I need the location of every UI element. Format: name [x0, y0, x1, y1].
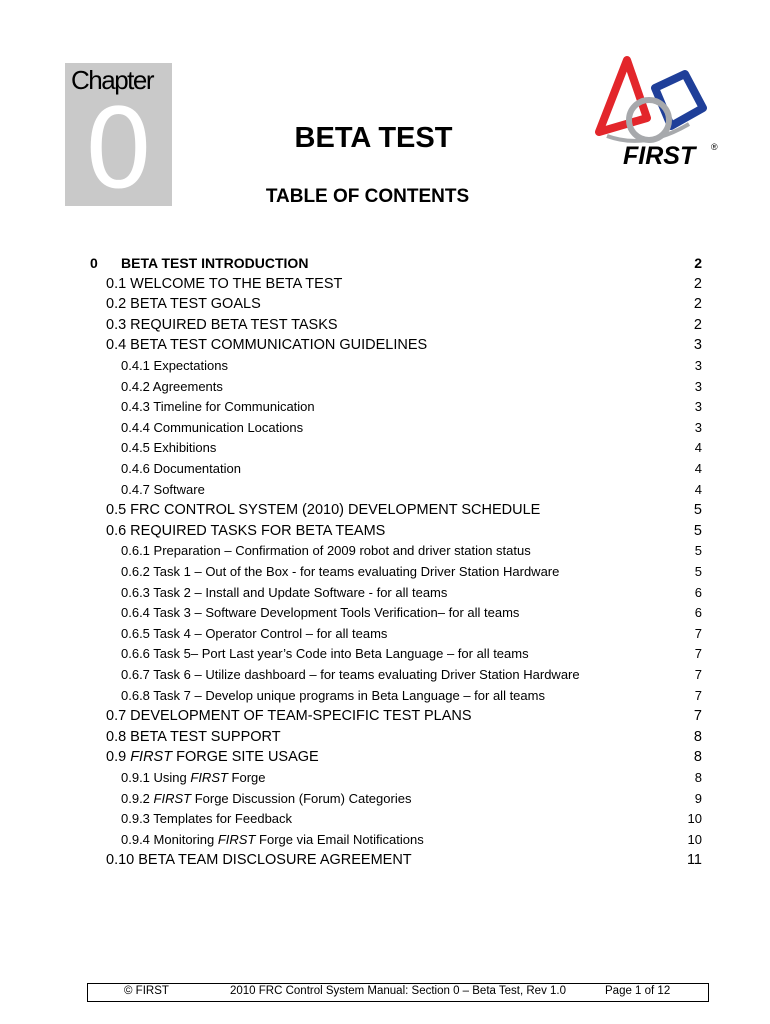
- toc-entry-label-italic: FIRST: [153, 790, 192, 806]
- logo-text: FIRST: [623, 142, 696, 170]
- toc-entry-label: [121, 543, 531, 558]
- toc-entry-label-part: 0.2 BETA TEST GOALS: [106, 296, 261, 313]
- toc-heading: TABLE OF CONTENTS: [265, 186, 470, 207]
- toc-entry-page: 7: [694, 687, 702, 703]
- toc-entry-page: 2: [693, 275, 702, 292]
- toc-entry-page: 2: [694, 255, 702, 271]
- toc-entry-label-part: 0.6.4 Task 3 – Software Development Tools Verification– for all teams: [121, 605, 520, 621]
- toc-entry-label: [106, 337, 427, 353]
- footer-page-number: Page 1 of 12: [605, 985, 671, 997]
- logo-registered-mark: ®: [711, 142, 718, 152]
- toc-entry-label-part: 0.9: [106, 749, 131, 766]
- toc-entry-label-part: 0.6 REQUIRED TASKS FOR BETA TEAMS: [106, 522, 386, 539]
- toc-entry-label: [106, 276, 342, 292]
- toc-entry-page: 8: [694, 770, 702, 785]
- page-title: BETA TEST: [294, 122, 453, 154]
- toc-entry-label: [121, 379, 223, 394]
- toc-entry-label-part: 0.1 WELCOME TO THE BETA TEST: [106, 275, 343, 292]
- toc-entry-page: 4: [694, 440, 702, 456]
- toc-entry-label: [121, 811, 292, 826]
- chapter-word: Chapter: [71, 65, 153, 95]
- toc-entry-label: [106, 708, 472, 724]
- toc-entry-label-italic: FIRST: [130, 749, 173, 766]
- toc-entry-page: 11: [686, 852, 702, 869]
- toc-entry-label-part: 0.7 DEVELOPMENT OF TEAM-SPECIFIC TEST PLANS: [106, 708, 472, 725]
- toc-entry-label: [121, 770, 266, 785]
- toc-entry-label-part: 0.6.7 Task 6 – Utilize dashboard – for teams evaluating Driver Station Hardware: [121, 667, 580, 682]
- toc-entry-label: [121, 646, 529, 661]
- toc-entry-page: 3: [694, 419, 702, 435]
- toc-entry-label-part: 0.10 BETA TEAM DISCLOSURE AGREEMENT: [106, 852, 412, 869]
- toc-entry-label-part: 0.4.3 Timeline for Communication: [121, 399, 315, 415]
- toc-entry-label-part: 0.4.2 Agreements: [121, 378, 223, 394]
- toc-entry-label: [121, 585, 447, 600]
- toc-entry-label-part: 0.4.6 Documentation: [121, 461, 241, 476]
- toc-entry-page: 9: [694, 790, 702, 806]
- toc-entry-label-part: 0.6.8 Task 7 – Develop unique programs in Beta Language – for all teams: [121, 687, 545, 703]
- toc-entry-label-part: 0.4.7 Software: [121, 481, 205, 497]
- toc-entry-label: [121, 564, 559, 579]
- toc-entry-page: 4: [694, 481, 702, 497]
- toc-entry-label-part: Forge: [227, 770, 266, 785]
- toc-entry-label-part: Forge via Email Notifications: [255, 831, 424, 847]
- toc-entry-label-part: 0.8 BETA TEST SUPPORT: [106, 728, 281, 745]
- toc-entry-label: [106, 852, 412, 868]
- toc-entry-page: 2: [693, 296, 702, 313]
- toc-entry-page: 3: [694, 378, 702, 394]
- toc-entry-label: BETA TEST INTRODUCTION: [121, 255, 309, 271]
- toc-entry-label-part: 0.6.5 Task 4 – Operator Control – for all teams: [121, 625, 388, 641]
- toc-entry-label: [121, 358, 228, 373]
- toc-entry-page: 2: [693, 316, 702, 333]
- toc-entry-page: 6: [694, 584, 702, 600]
- toc-entry-label: [121, 399, 315, 414]
- toc-entry-page: 7: [694, 646, 702, 662]
- toc-entry-page: 4: [694, 461, 702, 476]
- toc-entry-page: 3: [694, 358, 702, 373]
- toc-entry-label-part: 0.4.4 Communication Locations: [121, 419, 304, 435]
- toc-entry-label: [121, 667, 580, 682]
- toc-entry-page: 5: [693, 502, 702, 519]
- toc-entry-label-part: 0.4.5 Exhibitions: [121, 440, 217, 456]
- footer-manual-title: 2010 FRC Control System Manual: Section 0 – Beta Test, Rev 1.0: [230, 985, 567, 997]
- toc-entry-label-part: 0.3 REQUIRED BETA TEST TASKS: [106, 316, 338, 333]
- toc-entry-page: 7: [693, 708, 702, 725]
- toc-entry-page: 8: [693, 728, 702, 745]
- toc-entry-label-part: Forge Discussion (Forum) Categories: [191, 790, 412, 806]
- toc-entry-label: [121, 832, 424, 847]
- toc-entry-label: [106, 502, 540, 518]
- toc-entry-page: 3: [694, 399, 702, 415]
- chapter-number: 0: [83, 85, 154, 213]
- toc-entry-label: [121, 626, 387, 641]
- toc-entry-label-part: 0.5 FRC CONTROL SYSTEM (2010) DEVELOPMENT SCHEDULE: [106, 502, 541, 519]
- toc-entry-label-part: 0.6.2 Task 1 – Out of the Box - for teams evaluating Driver Station Hardware: [121, 564, 560, 579]
- toc-entry-page: 10: [687, 811, 702, 827]
- toc-entry-page: 5: [694, 543, 702, 559]
- toc-entry-label: [121, 791, 411, 806]
- toc-entry-label: [106, 296, 261, 312]
- toc-entry-label-part: 0.9.4 Monitoring: [121, 831, 218, 847]
- toc-entry-page: 7: [694, 667, 702, 682]
- toc-entry-page: 8: [693, 749, 702, 766]
- page-footer: [87, 983, 709, 1002]
- toc-entry-label-part: 0.4 BETA TEST COMMUNICATION GUIDELINES: [106, 337, 428, 354]
- toc-entry-page: 10: [687, 831, 702, 847]
- toc-entry-label-part: FORGE SITE USAGE: [172, 749, 319, 766]
- toc-entry-label: [121, 605, 519, 620]
- toc-entry-label-part: 0.6.3 Task 2 – Install and Update Software - for all teams: [121, 584, 448, 600]
- toc-entry-label-part: 0.9.1 Using: [121, 770, 191, 785]
- toc-entry-label: [121, 420, 303, 435]
- toc-entry-label-part: 0.6.1 Preparation – Confirmation of 2009 robot and driver station status: [121, 543, 531, 559]
- toc-entry-label: [106, 317, 338, 333]
- toc-entry-label-part: 0.4.1 Expectations: [121, 358, 228, 373]
- toc-entry-label-part: 0.9.3 Templates for Feedback: [121, 811, 293, 827]
- toc-entry-label-part: 0.6.6 Task 5– Port Last year’s Code into Beta Language – for all teams: [121, 646, 529, 662]
- toc-entry-label: [121, 461, 241, 476]
- toc-entry-label: [106, 749, 319, 765]
- toc-entry-page: 3: [693, 337, 702, 354]
- toc-entry-page: 5: [693, 522, 702, 539]
- toc-entry-label-part: 0.9.2: [121, 790, 154, 806]
- toc-entry-page: 5: [694, 564, 702, 579]
- toc-entry-label: [106, 523, 385, 539]
- toc-entry-page: 7: [694, 625, 702, 641]
- toc-entry-label-italic: FIRST: [190, 770, 228, 785]
- toc-entry-label: [121, 440, 216, 455]
- toc-entry-page: 6: [694, 605, 702, 621]
- toc-entry-number: 0: [90, 255, 98, 271]
- toc-entry-label: [106, 729, 281, 745]
- toc-entry-label: [121, 688, 545, 703]
- toc-entry-label: [121, 482, 205, 497]
- toc-entry-label-italic: FIRST: [217, 831, 256, 847]
- footer-copyright: © FIRST: [124, 985, 169, 997]
